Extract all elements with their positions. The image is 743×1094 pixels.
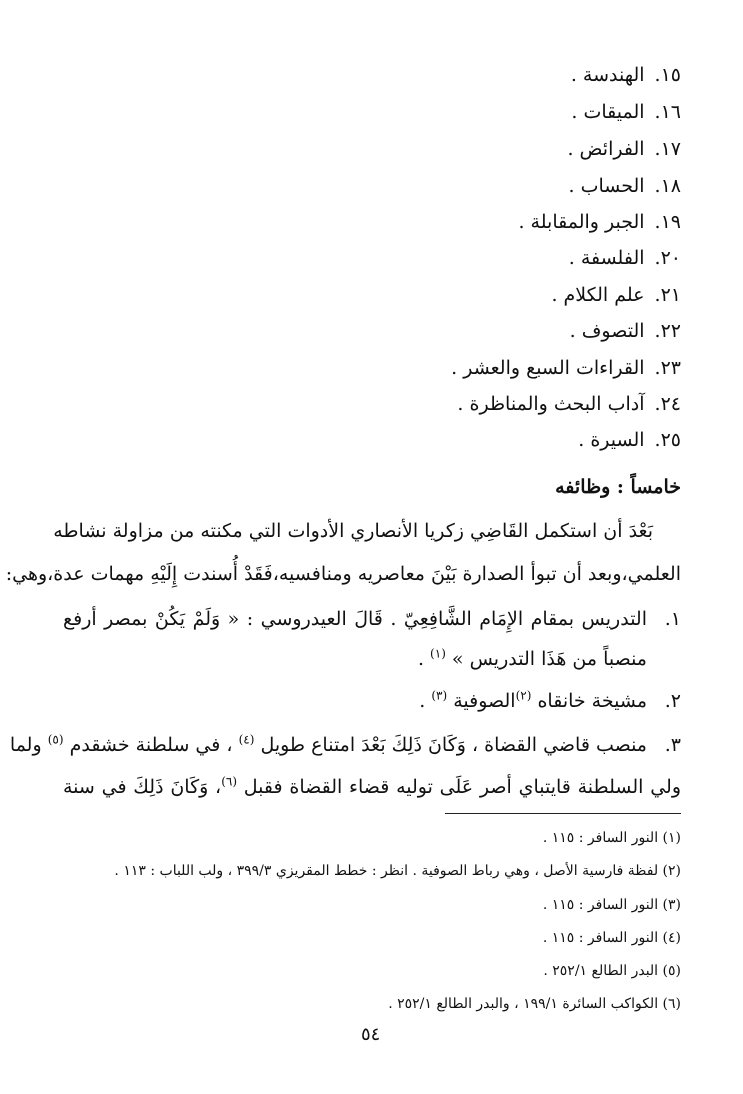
footnote: (٥) البدر الطالع ٢٥٢/١ . — [543, 963, 681, 979]
page-number: ٥٤ — [361, 1024, 381, 1045]
paragraph-line: العلمي،وبعد أن تبوأ الصدارة بَيْنَ معاصريه ومنافسيه،فَقَدْ أُسندت إِلَيْهِ مهمات عدة،وهي: — [5, 563, 681, 585]
list-item-number: ١٦. — [654, 101, 681, 123]
list-item — [457, 387, 681, 421]
task-number: ١. — [664, 608, 681, 630]
list-item — [551, 278, 681, 312]
section-heading: خامساً : وظائفه — [555, 476, 681, 498]
footnote-ref: (٦) — [221, 774, 238, 789]
list-item — [570, 314, 681, 348]
footnote: (١) النور السافر : ١١٥ . — [542, 830, 681, 846]
task-line — [63, 776, 681, 798]
list-item — [567, 132, 681, 166]
task-end: . — [419, 690, 426, 712]
list-item — [518, 205, 681, 239]
task-number: ٣. — [664, 734, 681, 756]
list-item-number: ٢٤. — [654, 393, 681, 415]
list-item-text: القراءات السبع والعشر . — [451, 357, 645, 379]
list-item-number: ٢٣. — [654, 357, 681, 379]
footnote-ref: (٢) — [515, 688, 532, 703]
task-number: ٢. — [664, 690, 681, 712]
footnote: (٤) النور السافر : ١١٥ . — [542, 930, 681, 946]
task-line — [9, 732, 647, 756]
list-item-number: ١٧. — [654, 138, 681, 160]
list-item — [571, 58, 681, 92]
list-item-number: ١٩. — [654, 211, 681, 233]
list-item-text: السيرة . — [578, 429, 645, 451]
list-item-number: ١٥. — [654, 64, 681, 86]
footnote-ref: (٥) — [47, 732, 64, 747]
list-item — [569, 241, 681, 275]
task-end: . — [417, 648, 424, 670]
task-text: ولي السلطنة قايتباي أصر عَلَى توليه قضاء القضاة فقبل — [243, 776, 682, 798]
paragraph-line: بَعْدَ أن استكمل القَاضِي زكريا الأنصاري الأدوات التي مكنته من مزاولة نشاطه — [53, 520, 653, 542]
task-text: منصب قاضي القضاة ، وَكَانَ ذَلِكَ بَعْدَ امتناع طويل — [260, 734, 647, 756]
footnote: (٦) الكواكب السائرة ١٩٩/١ ، والبدر الطالع ٢٥٢/١ . — [388, 996, 681, 1012]
task-text: منصباً من هَذَا التدريس » — [451, 648, 647, 670]
list-item-text: الميقات . — [571, 101, 645, 123]
task-text: ، وَكَانَ ذَلِكَ في سنة — [63, 776, 222, 798]
footnote-ref: (٣) — [431, 688, 448, 703]
list-item-number: ١٨. — [654, 175, 681, 197]
list-item-text: الفلسفة . — [568, 247, 645, 269]
task-text: ولما — [9, 734, 42, 756]
footnote-ref: (٤) — [238, 732, 255, 747]
list-item-text: التصوف . — [569, 320, 645, 342]
list-item-text: الفرائض . — [567, 138, 645, 160]
list-item-text: الجبر والمقابلة . — [518, 211, 645, 233]
list-item-text: الهندسة . — [570, 64, 645, 86]
task-text: مشيخة خانقاه — [537, 690, 647, 712]
list-item-text: علم الكلام . — [551, 284, 645, 306]
list-item — [568, 169, 681, 203]
footnote-ref: (١) — [430, 646, 446, 661]
list-item-text: آداب البحث والمناظرة . — [457, 393, 645, 415]
list-item-number: ٢٥. — [654, 429, 681, 451]
list-item — [451, 351, 681, 385]
footnote-divider — [445, 813, 681, 814]
list-item — [578, 423, 681, 457]
task-line — [63, 690, 647, 712]
list-item-text: الحساب . — [568, 175, 645, 197]
footnote: (٢) لفظة فارسية الأصل ، وهي رباط الصوفية . انظر : خطط المقريزي ٣٩٩/٣ ، ولب اللباب : ١١٣ . — [114, 863, 681, 879]
footnote: (٣) النور السافر : ١١٥ . — [542, 897, 681, 913]
task-line — [63, 648, 647, 670]
list-item-number: ٢٢. — [654, 320, 681, 342]
task-line: التدريس بمقام الإِمَام الشَّافِعِيّ . قَالَ العيدروسي : « وَلَمْ يَكُنْ بمصر أرفع — [63, 608, 647, 630]
list-item-number: ٢٠. — [654, 247, 681, 269]
task-text: ، في سلطنة خشقدم — [69, 734, 233, 756]
list-item — [571, 95, 681, 129]
task-text: الصوفية — [453, 690, 516, 712]
list-item-number: ٢١. — [654, 284, 681, 306]
